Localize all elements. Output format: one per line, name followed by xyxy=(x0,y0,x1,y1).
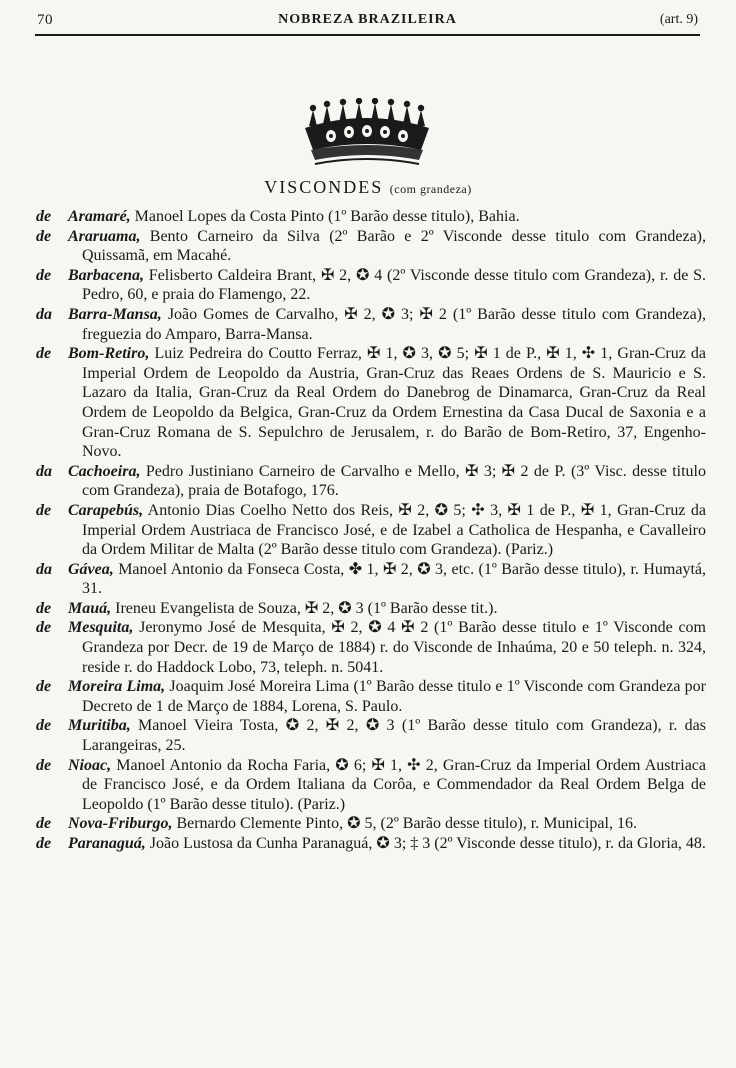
entry-text: Pedro Justiniano Carneiro de Carvalho e Mello, ✠ 3; ✠ 2 de P. (3º Visc. desse titulo com Grandeza), praia de Botafogo, 176. xyxy=(82,462,706,500)
entry-title: Cachoeira, xyxy=(68,462,141,480)
entry-title: Nioac, xyxy=(68,756,112,774)
entry-title: Nova-Friburgo, xyxy=(68,815,173,833)
entry xyxy=(36,834,706,854)
entry-prefix: de xyxy=(36,345,52,363)
entry xyxy=(36,501,706,560)
page-number: 70 xyxy=(37,12,53,28)
entry-text: João Gomes de Carvalho, ✠ 2, ✪ 3; ✠ 2 (1º Barão desse titulo com Grandeza), freguezia do Amparo, Barra-Mansa. xyxy=(82,305,706,343)
entry-prefix: de xyxy=(36,599,52,617)
entry-prefix: de xyxy=(36,501,52,519)
entry-text: Ireneu Evangelista de Souza, ✠ 2, ✪ 3 (1º Barão desse tit.). xyxy=(111,599,498,617)
entry-title: Muritiba, xyxy=(68,717,131,735)
entry-prefix: da xyxy=(36,462,52,480)
entry-prefix: de xyxy=(36,208,52,225)
entry xyxy=(36,305,706,344)
entry-text: Manoel Vieira Tosta, ✪ 2, ✠ 2, ✪ 3 (1º Barão desse titulo com Grandeza), r. das Larangeiras, 25. xyxy=(82,717,706,755)
entry-title: Aramaré, xyxy=(68,208,131,225)
entry-prefix: de xyxy=(36,815,52,833)
entry-prefix: da xyxy=(36,305,52,323)
entry-title: Barra-Mansa, xyxy=(68,305,162,323)
entry-title: Moreira Lima, xyxy=(68,678,166,696)
entry-prefix: de xyxy=(36,227,52,245)
entry-text: Bernardo Clemente Pinto, ✪ 5, (2º Barão desse titulo), r. Municipal, 16. xyxy=(172,815,637,833)
entry-prefix: de xyxy=(36,678,52,696)
viscount-crown-icon xyxy=(291,98,441,170)
entry-prefix: de xyxy=(36,717,52,735)
entry-title: Mauá, xyxy=(68,599,112,617)
entry-title: Bom-Retiro, xyxy=(68,345,150,363)
section-qualifier: (com grandeza) xyxy=(389,182,472,196)
page-header xyxy=(35,8,700,36)
entry-text: Jeronymo José de Mesquita, ✠ 2, ✪ 4 ✠ 2 (1º Barão desse titulo e 1º Visconde com Grandeza por Decr. de 19 de Março de 1884) r. do Visconde de Inhaúma, 20 e 50 teleph. n. 324, reside r. do Haddock Lobo, 73, teleph. n. 5041. xyxy=(82,619,706,676)
entry-text: Manoel Antonio da Rocha Faria, ✪ 6; ✠ 1, ✣ 2, Gran-Cruz da Imperial Ordem Austriaca de Francisco José, e da Ordem Italiana da Corôa, e Commendador da Real Ordem Belga de Leopoldo (1º Barão desse titulo). (Pariz.) xyxy=(82,756,706,813)
entry-prefix: de xyxy=(36,619,52,637)
entry xyxy=(36,677,706,716)
entry xyxy=(36,462,706,501)
entry-prefix: de xyxy=(36,756,52,774)
entry-text: Bento Carneiro da Silva (2º Barão e 2º Visconde desse titulo com Grandeza), Quissamã, em Macahé. xyxy=(82,227,706,265)
entry xyxy=(36,266,706,305)
entry-title: Paranaguá, xyxy=(68,835,146,852)
entry-text: Luiz Pedreira do Coutto Ferraz, ✠ 1, ✪ 3, ✪ 5; ✠ 1 de P., ✠ 1, ✣ 1, Gran-Cruz da Imperial Ordem de Leopoldo da Austria, Gran-Cruz das Reaes Ordens de S. Mauricio e S. Lazaro da Italia, Gran-Cruz da Real Ordem do Danebrog de Dinamarca, Gran-Cruz da Real Ordem de Leopoldo da Belgica, Gran-Cruz da Ordem Ernestina da Casa Ducal de Saxonia e a Gran-Cruz Romana de S. Sepulchro de Jerusalem, r. do Barão de Bom-Retiro, 37, Engenho-Novo. xyxy=(82,345,706,461)
entry xyxy=(36,716,706,755)
entry xyxy=(36,599,706,619)
entry xyxy=(36,618,706,677)
entry-title: Gávea, xyxy=(68,560,114,578)
entry xyxy=(36,344,706,462)
entry xyxy=(36,814,706,834)
entry-text: João Lustosa da Cunha Paranaguá, ✪ 3; ‡ 3 (2º Visconde desse titulo), r. da Gloria, 48. xyxy=(145,835,706,852)
entry xyxy=(36,227,706,266)
entry xyxy=(36,756,706,815)
entry-title: Mesquita, xyxy=(68,619,134,637)
entry xyxy=(36,560,706,599)
entry xyxy=(36,207,706,227)
entries-list xyxy=(36,207,706,854)
entry-prefix: da xyxy=(36,560,52,578)
entry-text: Manoel Lopes da Costa Pinto (1º Barão desse titulo), Bahia. xyxy=(130,208,520,225)
entry-text: Felisberto Caldeira Brant, ✠ 2, ✪ 4 (2º Visconde desse titulo com Grandeza), r. de S. Pedro, 60, e praia do Flamengo, 22. xyxy=(82,266,706,304)
entry-text: Joaquim José Moreira Lima (1º Barão desse titulo e 1º Visconde com Grandeza por Decreto de 1 de Março de 1884, Lorena, S. Paulo. xyxy=(82,678,707,715)
entry-prefix: de xyxy=(36,266,52,284)
running-title: NOBREZA BRAZILEIRA xyxy=(278,12,457,27)
article-reference: (art. 9) xyxy=(659,12,698,27)
entry-text: Antonio Dias Coelho Netto dos Reis, ✠ 2, ✪ 5; ✣ 3, ✠ 1 de P., ✠ 1, Gran-Cruz da Imperial Ordem Austriaca de Francisco José, e de Izabel a Catholica de Hespanha, e Cavalleiro da Ordem Militar de Malta (2º Barão desse titulo com Grandeza). (Pariz.) xyxy=(82,501,706,559)
entry-text: Manoel Antonio da Fonseca Costa, ✤ 1, ✠ 2, ✪ 3, etc. (1º Barão desse titulo), r. Humaytá, 31. xyxy=(82,560,706,598)
section-title: VISCONDES xyxy=(264,177,384,197)
section-heading xyxy=(0,177,736,198)
entry-title: Araruama, xyxy=(68,227,141,245)
entry-title: Carapebús, xyxy=(68,501,144,519)
entry-prefix: de xyxy=(36,835,52,852)
entry-title: Barbacena, xyxy=(68,266,144,284)
